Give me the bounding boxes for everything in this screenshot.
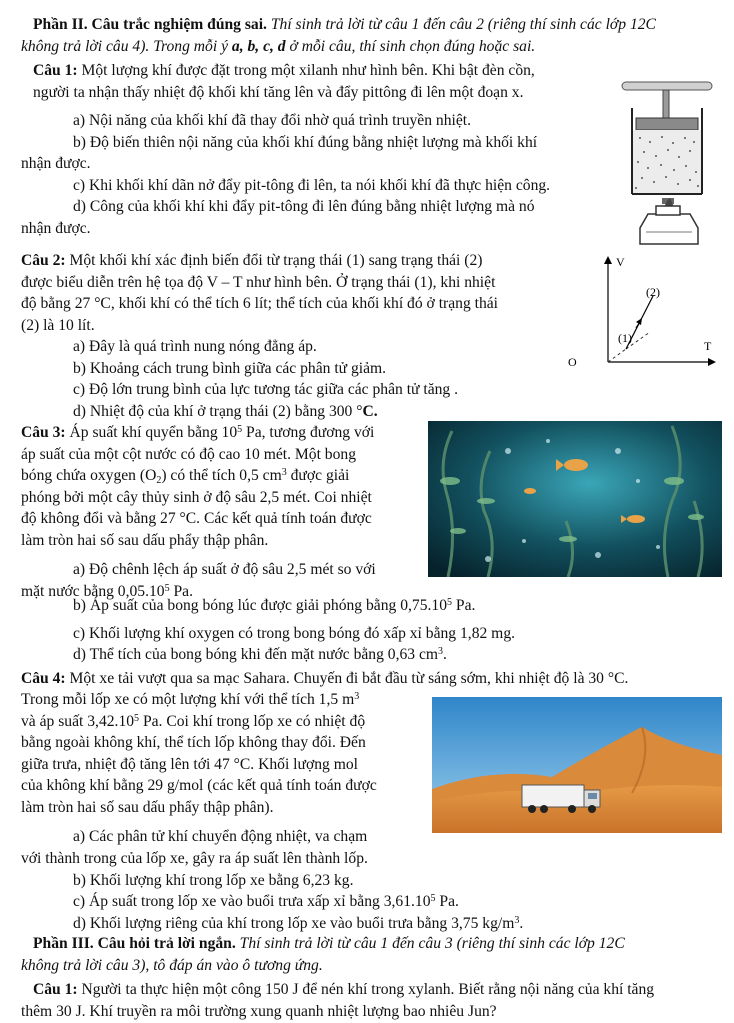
state-1-label: (1): [618, 331, 632, 345]
option-d: .: [519, 914, 524, 932]
question-label: Câu 4:: [21, 670, 66, 687]
option-c: c) Áp suất trong lốp xe vào buổi trưa xấp xỉ bằng 3,61.10: [73, 893, 431, 910]
superscript: 3: [281, 467, 287, 478]
option-d-cont: nhận được.: [21, 219, 91, 237]
superscript: 5: [237, 424, 243, 435]
question-stem: bóng chứa oxygen (O: [21, 467, 157, 484]
question-stem: người ta nhận thấy nhiệt độ khối khí tăng lên và đẩy pittông đi lên một đoạn x.: [33, 83, 524, 101]
superscript: 3: [514, 914, 520, 926]
option-d: .: [443, 646, 447, 663]
option-d-unit: C.: [362, 402, 378, 420]
question-label: Câu 2:: [21, 252, 66, 269]
question-1: [21, 60, 621, 239]
part3-instruction: không trả lời câu 3), tô đáp án vào ô tương ứng.: [21, 956, 323, 974]
question-stem: (2) là 10 lít.: [21, 316, 95, 334]
question-stem: Một lượng khí được đặt trong một xilanh như hình bên. Khi bật đèn cồn,: [77, 62, 535, 79]
question-stem: được biểu diễn trên hệ tọa độ V – T như hình bên. Ở trạng thái (1), khi nhiệt: [21, 273, 496, 291]
question-stem: Trong mỗi lốp xe có một lượng khí với thể tích 1,5 m: [21, 691, 355, 708]
part3-question-1: [21, 979, 723, 1022]
option-a: a) Các phân tử khí chuyển động nhiệt, va chạm: [73, 828, 368, 845]
origin-label: O: [568, 355, 577, 369]
question-stem: của không khí bằng 29 g/mol (các kết quả tính toán được: [21, 777, 377, 794]
question-stem: làm tròn hai số sau dấu phẩy thập phân.: [21, 531, 269, 549]
question-label: Câu 1:: [33, 62, 78, 79]
question-stem: được giải: [286, 467, 350, 484]
option-b-cont: nhận được.: [21, 155, 91, 172]
question-stem: Một xe tải vượt qua sa mạc Sahara. Chuyến đi bắt đầu từ sáng sớm, khi nhiệt độ là 30 °C.: [65, 670, 629, 687]
superscript: 5: [430, 893, 436, 904]
option-d: d) Nhiệt độ của khí ở trạng thái (2) bằng 300 °: [73, 402, 363, 420]
option-a-cont: mặt nước bằng 0,05.10: [21, 582, 165, 600]
option-b: b) Khoảng cách trung bình giữa các phân tử giảm.: [73, 359, 387, 377]
question-stem: độ bằng 27 °C, khối khí có thể tích 6 lít; thể tích của khối khí đó ở trạng thái: [21, 295, 499, 312]
question-label: Câu 3:: [21, 424, 66, 441]
question-stem: bằng ngoài không khí, thể tích lốp không thay đổi. Đến: [21, 734, 366, 751]
superscript: 5: [134, 712, 140, 724]
t-axis-label: T: [704, 339, 712, 353]
part3-title: Phần III. Câu hỏi trả lời ngắn.: [33, 935, 236, 952]
option-a-cont: Pa.: [169, 582, 193, 600]
option-c: Pa.: [435, 893, 459, 910]
question-3-options: [21, 595, 723, 666]
question-stem: và áp suất 3,42.10: [21, 712, 135, 730]
part2-title: Phần II. Câu trắc nghiệm đúng sai.: [33, 16, 267, 33]
option-c: c) Khối lượng khí oxygen có trong bong bóng đó xấp xỉ bằng 1,82 mg.: [73, 624, 516, 642]
question-stem: phóng bởi một cây thủy sinh ở độ sâu 2,5 mét. Coi nhiệt: [21, 488, 372, 506]
v-axis-label: V: [616, 255, 625, 269]
part3-instruction: Thí sinh trả lời từ câu 1 đến câu 3 (riêng thí sinh các lớp 12C: [235, 935, 625, 952]
option-d: d) Thể tích của bong bóng khi đến mặt nước bằng 0,63 cm: [73, 646, 439, 663]
part2-instruction: Thí sinh trả lời từ câu 1 đến câu 2 (riêng thí sinh các lớp 12C: [270, 16, 656, 33]
underwater-illustration: [428, 421, 722, 577]
option-c: c) Khi khối khí dãn nở đẩy pit-tông đi lên, ta nói khối khí đã thực hiện công.: [73, 176, 551, 194]
option-c: c) Độ lớn trung bình của lực tương tác giữa các phân tử tăng .: [73, 381, 459, 398]
option-b: b) Độ biến thiên nội năng của khối khí đúng bằng nhiệt lượng mà khối khí: [73, 133, 538, 151]
part2-instruction-bold: a, b, c, d: [231, 37, 286, 55]
option-a-cont: với thành trong của lốp xe, gây ra áp suất lên thành lốp.: [21, 850, 368, 867]
superscript: 5: [447, 597, 452, 608]
option-d: d) Công của khối khí khi đẩy pit-tông đi lên đúng bằng nhiệt lượng mà nó: [73, 198, 535, 215]
part3-header: [21, 933, 723, 976]
option-d: d) Khối lượng riêng của khí trong lốp xe vào buổi trưa bằng 3,75 kg/m: [73, 914, 515, 932]
v-t-graph: [560, 252, 720, 370]
superscript: 5: [164, 582, 170, 594]
question-2: [21, 250, 561, 422]
superscript: 3: [354, 691, 360, 702]
question-4-stem: [21, 689, 429, 848]
option-a: a) Nội năng của khối khí đã thay đổi nhờ quá trình truyền nhiệt.: [73, 112, 471, 129]
question-stem: Pa. Coi khí trong lốp xe có nhiệt độ: [139, 712, 366, 730]
question-stem: Pa, tương đương với: [242, 424, 375, 441]
state-2-label: (2): [646, 285, 660, 299]
question-stem: độ không đổi và bằng 27 °C. Các kết quả tính toán được: [21, 510, 372, 527]
part2-instruction: ở mỗi câu, thí sinh chọn đúng hoặc sai.: [285, 37, 536, 55]
part2-instruction: không trả lời câu 4). Trong mỗi ý: [21, 37, 232, 55]
question-3: [21, 422, 425, 602]
option-b: b) Áp suất của bong bóng lúc được giải phóng bằng 0,75.10: [73, 597, 447, 614]
option-b: Pa.: [452, 597, 476, 614]
question-stem: áp suất của một cột nước có độ cao 10 mét. Một bong: [21, 445, 356, 463]
superscript: 3: [438, 646, 444, 657]
question-4: [21, 668, 723, 690]
question-stem: Người ta thực hiện một công 150 J để nén khí trong xylanh. Biết rằng nội năng của khí tăng: [77, 981, 655, 998]
question-label: Câu 1:: [33, 981, 78, 998]
question-stem: Một khối khí xác định biến đổi từ trạng thái (1) sang trạng thái (2): [65, 252, 483, 269]
question-stem: làm tròn hai số sau dấu phẩy thập phân).: [21, 798, 274, 816]
desert-truck-illustration: [432, 697, 722, 833]
question-4-options: [21, 848, 723, 934]
option-a: a) Đây là quá trình nung nóng đẳng áp.: [73, 338, 317, 355]
option-a: a) Độ chênh lệch áp suất ở độ sâu 2,5 mét so với: [73, 561, 376, 578]
part2-header: [21, 14, 723, 57]
subscript: 2: [156, 475, 162, 486]
question-stem: ) có thể tích 0,5 cm: [161, 467, 282, 484]
option-b: b) Khối lượng khí trong lốp xe bằng 6,23 kg.: [73, 871, 354, 889]
cylinder-piston-figure: [618, 80, 724, 250]
question-stem: giữa trưa, nhiệt độ tăng lên tới 47 °C. Khối lượng mol: [21, 755, 358, 773]
question-stem: Áp suất khí quyển bằng 10: [65, 424, 238, 441]
question-stem: thêm 30 J. Khí truyền ra môi trường xung quanh nhiệt lượng bao nhiêu Jun?: [21, 1002, 497, 1020]
